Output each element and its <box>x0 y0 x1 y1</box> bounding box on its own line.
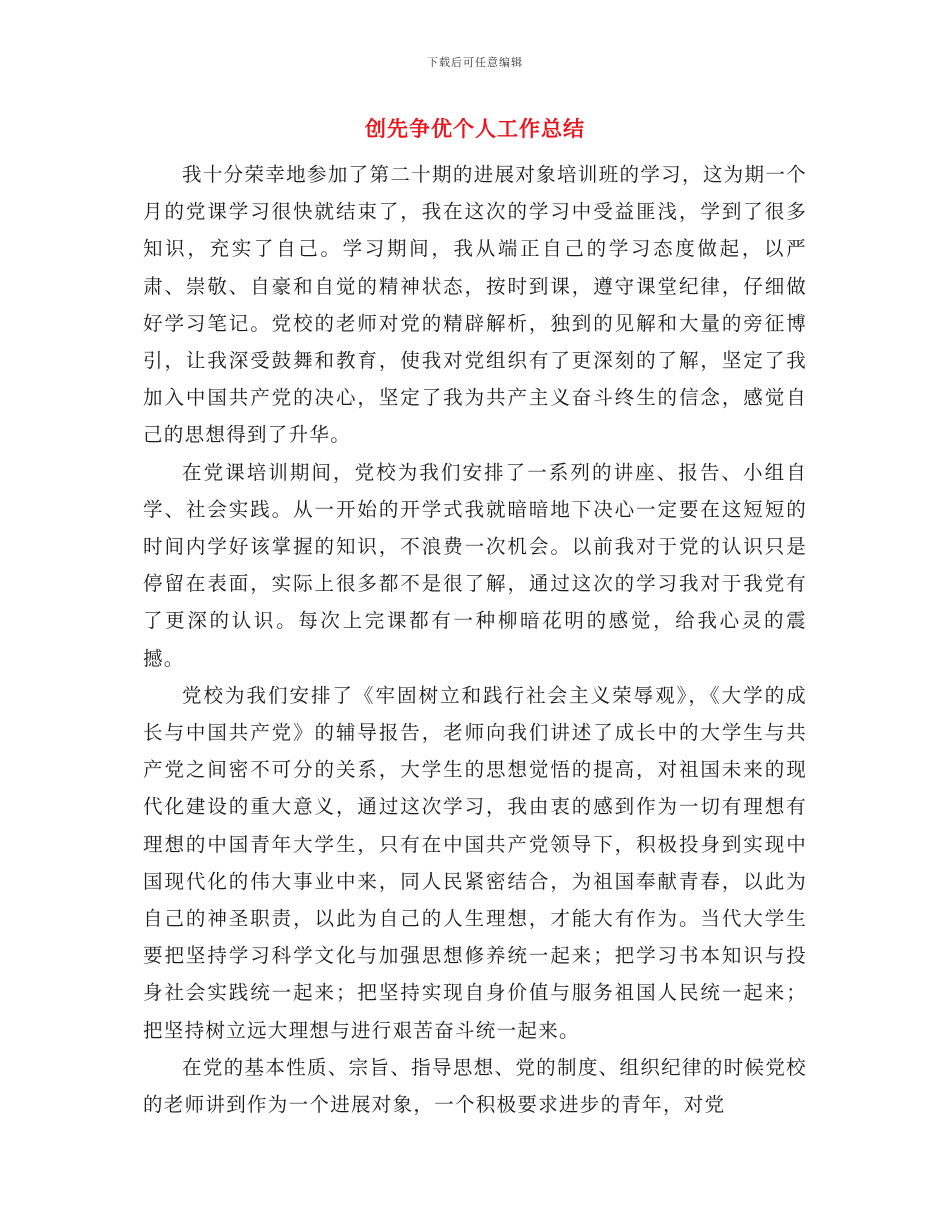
header-note: 下载后可任意编辑 <box>427 56 523 69</box>
paragraph-3: 党校为我们安排了《牢固树立和践行社会主义荣辱观》，《大学的成长与中国共产党》的辅导报告，老师向我们讲述了成长中的大学生与共产党之间密不可分的关系，大学生的思想觉悟的提高，对祖国未来的现代化建设的重大意义，通过这次学习，我由衷的感到作为一切有理想有理想的中国青年大学生，只有在中国共产党领导下，积极投身到实现中国现代化的伟大事业中来，同人民紧密结合，为祖国奉献青春，以此为自己的神圣职责，以此为自己的人生理想，才能大有作为。当代大学生要把坚持学习科学文化与加强思想修养统一起来；把学习书本知识与投身社会实践统一起来；把坚持实现自身价值与服务祖国人民统一起来；把坚持树立远大理想与进行艰苦奋斗统一起来。 <box>143 683 807 1042</box>
paragraph-2: 在党课培训期间，党校为我们安排了一系列的讲座、报告、小组自学、社会实践。从一开始的开学式我就暗暗地下决心一定要在这短短的时间内学好该掌握的知识，不浪费一次机会。以前我对于党的认识只是停留在表面，实际上很多都不是很了解，通过这次的学习我对于我党有了更深的认识。每次上完课都有一种柳暗花明的感觉，给我心灵的震撼。 <box>143 460 807 670</box>
document-title: 创先争优个人工作总结 <box>365 116 585 141</box>
paragraph-1: 我十分荣幸地参加了第二十期的进展对象培训班的学习，这为期一个月的党课学习很快就结束了，我在这次的学习中受益匪浅，学到了很多知识，充实了自己。学习期间，我从端正自己的学习态度做起，以严肃、崇敬、自豪和自觉的精神状态，按时到课，遵守课堂纪律，仔细做好学习笔记。党校的老师对党的精辟解析，独到的见解和大量的旁征博引，让我深受鼓舞和教育，使我对党组织有了更深刻的了解，坚定了我加入中国共产党的决心，坚定了我为共产主义奋斗终生的信念，感觉自己的思想得到了升华。 <box>143 163 807 447</box>
paragraph-4: 在党的基本性质、宗旨、指导思想、党的制度、组织纪律的时候党校的老师讲到作为一个进展对象，一个积极要求进步的青年，对党 <box>143 1055 807 1117</box>
document-body <box>143 156 807 1123</box>
